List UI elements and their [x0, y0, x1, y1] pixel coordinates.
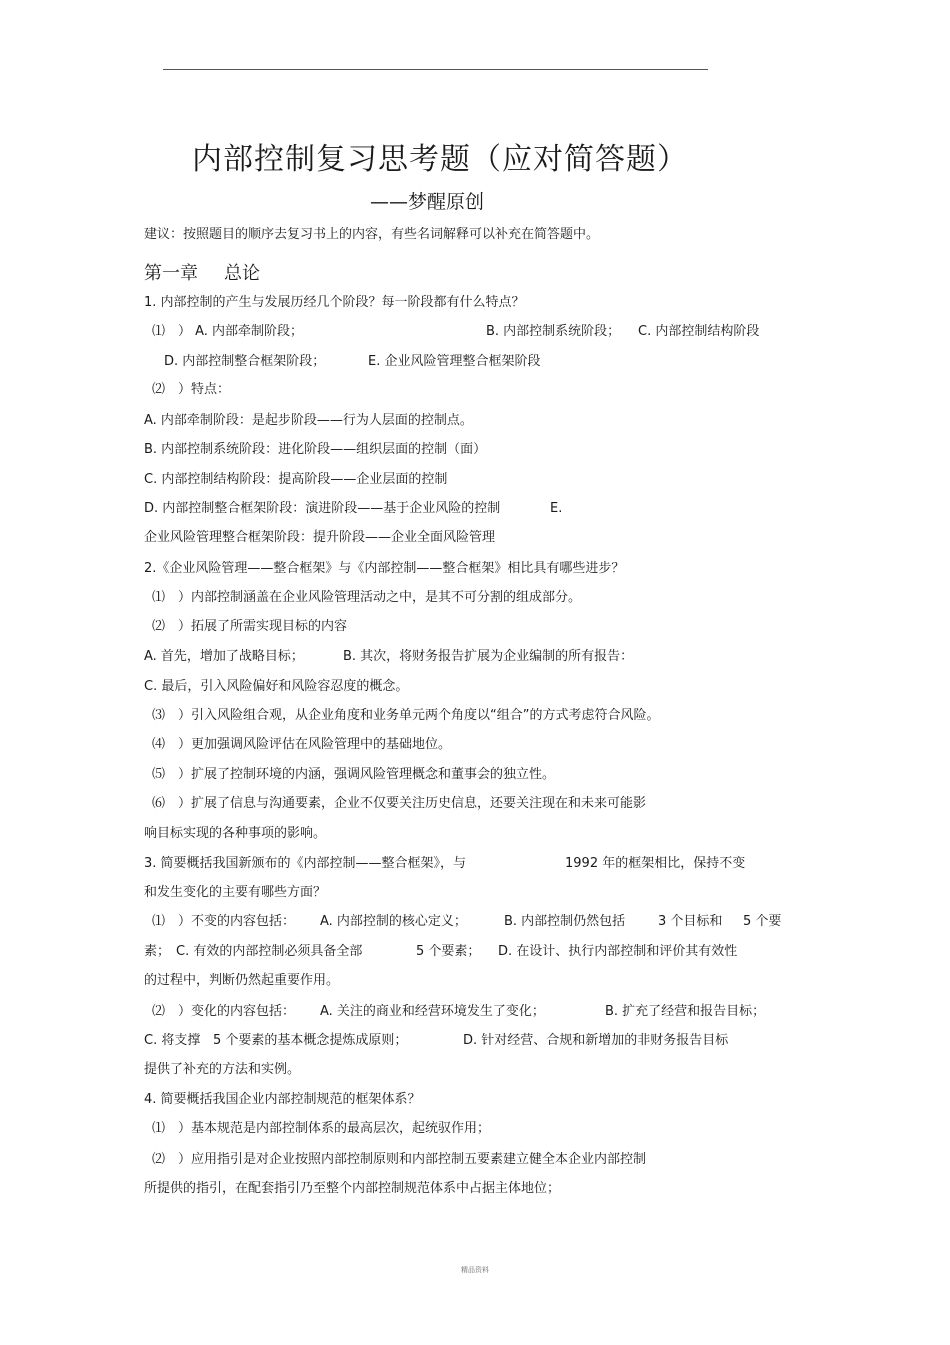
answer-line: ⑵ ）变化的内容包括： — [152, 1004, 296, 1019]
answer-line: A. 首先，增加了战略目标； — [144, 649, 304, 664]
answer-line: ⑵ ）应用指引是对企业按照内部控制原则和内部控制五要素建立健全本企业内部控制 — [152, 1152, 647, 1167]
document-author: ——梦醒原创 — [370, 191, 485, 213]
answer-line: 3 个目标和 — [658, 914, 723, 929]
answer-line: 响目标实现的各种事项的影响。 — [144, 826, 327, 841]
question-3: 3. 简要概括我国新颁布的《内部控制——整合框架》，与 — [144, 856, 467, 871]
answer-line: E. — [550, 501, 563, 516]
answer-line: ⑵ ）拓展了所需实现目标的内容 — [152, 619, 348, 634]
answer-line: 5 个要素的基本概念提炼成原则； — [213, 1033, 408, 1048]
answer-line: A. 内部控制的核心定义； — [320, 914, 467, 929]
answer-line: ⑹ ）扩展了信息与沟通要素，企业不仅要关注历史信息，还要关注现在和未来可能影 — [152, 796, 647, 811]
question-3-cont: 和发生变化的主要有哪些方面？ — [144, 885, 327, 900]
answer-line: C. 将支撑 — [144, 1033, 201, 1048]
answer-line: B. 内部控制仍然包括 — [504, 914, 626, 929]
answer-line: 提供了补充的方法和实例。 — [144, 1062, 301, 1077]
answer-line: B. 扩充了经营和报告目标； — [605, 1004, 766, 1019]
answer-line: B. 其次，将财务报告扩展为企业编制的所有报告： — [343, 649, 634, 664]
answer-line: ⑵ ）特点： — [152, 382, 231, 397]
answer-line: ⑴ ） A. 内部牵制阶段； — [152, 324, 304, 339]
question-2: 2.《企业风险管理——整合框架》与《内部控制——整合框架》相比具有哪些进步？ — [144, 561, 625, 576]
answer-line: 的过程中，判断仍然起重要作用。 — [144, 973, 340, 988]
answer-line: A. 内部牵制阶段：是起步阶段——行为人层面的控制点。 — [144, 413, 473, 428]
question-4: 4. 简要概括我国企业内部控制规范的框架体系？ — [144, 1092, 421, 1107]
answer-line: D. 在设计、执行内部控制和评价其有效性 — [498, 944, 738, 959]
chapter-number: 第一章 — [144, 263, 198, 284]
answer-line: C. 内部控制结构阶段：提高阶段——企业层面的控制 — [144, 472, 448, 487]
header-rule — [163, 69, 708, 70]
answer-line: E. 企业风险管理整合框架阶段 — [368, 354, 541, 369]
chapter-heading — [144, 259, 260, 285]
answer-line: A. 关注的商业和经营环境发生了变化； — [320, 1004, 545, 1019]
answer-line: ⑴ ）不变的内容包括： — [152, 914, 296, 929]
answer-line: 所提供的指引，在配套指引乃至整个内部控制规范体系中占据主体地位； — [144, 1181, 561, 1196]
question-3-cont: 1992 年的框架相比，保持不变 — [565, 856, 746, 871]
answer-line: D. 针对经营、合规和新增加的非财务报告目标 — [463, 1033, 729, 1048]
chapter-name: 总论 — [224, 263, 260, 284]
answer-line: B. 内部控制系统阶段：进化阶段——组织层面的控制（面） — [144, 442, 487, 457]
answer-line: 5 个要 — [743, 914, 782, 929]
answer-line: 素； — [144, 944, 171, 959]
question-1: 1. 内部控制的产生与发展历经几个阶段？每一阶段都有什么特点？ — [144, 295, 525, 310]
answer-line: C. 内部控制结构阶段 — [638, 324, 760, 339]
answer-line: C. 有效的内部控制必须具备全部 — [176, 944, 363, 959]
answer-line: ⑴ ）内部控制涵盖在企业风险管理活动之中，是其不可分割的组成部分。 — [152, 590, 582, 605]
answer-line: B. 内部控制系统阶段； — [486, 324, 621, 339]
page-footer: 精品资料 — [461, 1266, 489, 1274]
answer-line: D. 内部控制整合框架阶段； — [164, 354, 326, 369]
answer-line: C. 最后，引入风险偏好和风险容忍度的概念。 — [144, 679, 409, 694]
document-title: 内部控制复习思考题（应对简答题） — [192, 142, 688, 177]
answer-line: ⑷ ）更加强调风险评估在风险管理中的基础地位。 — [152, 737, 452, 752]
answer-line: 企业风险管理整合框架阶段：提升阶段——企业全面风险管理 — [144, 530, 496, 545]
answer-line: 5 个要素； — [416, 944, 481, 959]
answer-line: D. 内部控制整合框架阶段：演进阶段——基于企业风险的控制 — [144, 501, 501, 516]
answer-line: ⑸ ）扩展了控制环境的内涵，强调风险管理概念和董事会的独立性。 — [152, 767, 556, 782]
answer-line: ⑴ ）基本规范是内部控制体系的最高层次，起统驭作用； — [152, 1121, 491, 1136]
advice-text: 建议：按照题目的顺序去复习书上的内容，有些名词解释可以补充在简答题中。 — [144, 227, 600, 242]
answer-line: ⑶ ）引入风险组合观，从企业角度和业务单元两个角度以“组合”的方式考虑符合风险。 — [152, 708, 660, 723]
